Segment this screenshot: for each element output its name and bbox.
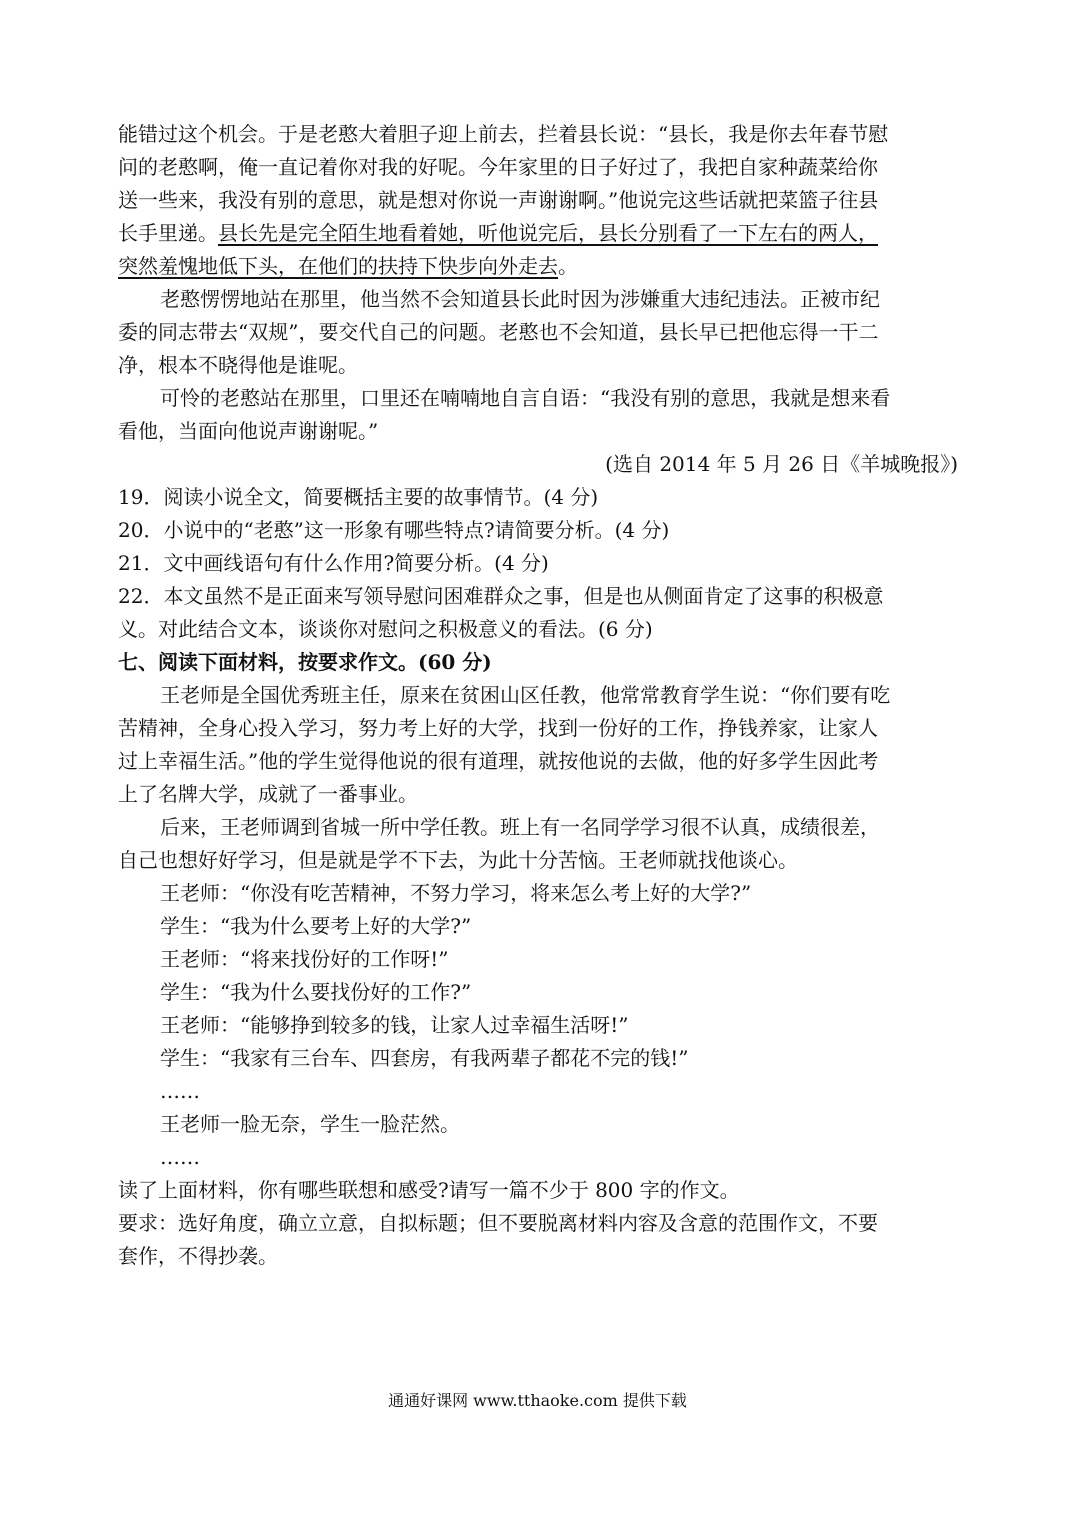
question-21: 21．文中画线语句有什么作用?简要分析。(4 分) xyxy=(118,551,549,575)
question-22-line-2: 义。对此结合文本，谈谈你对慰问之积极意义的看法。(6 分) xyxy=(118,617,653,641)
story-paragraph-1-line-4 xyxy=(118,217,958,250)
dialogue-line-4: 学生：“我为什么要找份好的工作?” xyxy=(160,980,472,1004)
plain-text: 。 xyxy=(558,254,578,278)
document-page xyxy=(118,118,958,1273)
dialogue-line-1: 王老师：“你没有吃苦精神，不努力学习，将来怎么考上好的大学?” xyxy=(160,881,752,905)
plain-text: 长手里递。 xyxy=(118,221,218,245)
story-paragraph-2-line-2: 委的同志带去“双规”，要交代自己的问题。老憨也不会知道，县长早已把他忘得一干二 xyxy=(118,320,879,344)
underlined-sentence: 突然羞愧地低下头，在他们的扶持下快步向外走去 xyxy=(118,254,558,278)
story-paragraph-1-line-3: 送一些来，我没有别的意思，就是想对你说一声谢谢啊。”他说完这些话就把菜篮子往县 xyxy=(118,188,879,212)
dialogue-line-3: 王老师：“将来找份好的工作呀!” xyxy=(160,947,449,971)
page-footer: 通通好课网 www.tthaoke.com 提供下载 xyxy=(388,1391,687,1410)
story-paragraph-1-line-5 xyxy=(118,250,958,283)
dialogue-line-2: 学生：“我为什么要考上好的大学?” xyxy=(160,914,472,938)
material-paragraph-2-line-1: 后来，王老师调到省城一所中学任教。班上有一名同学学习很不认真，成绩很差， xyxy=(160,815,880,839)
ellipsis-line: …… xyxy=(160,1079,200,1103)
story-paragraph-3-line-1: 可怜的老憨站在那里，口里还在喃喃地自言自语：“我没有别的意思，我就是想来看 xyxy=(160,386,891,410)
material-paragraph-1-line-3: 过上幸福生活。”他的学生觉得他说的很有道理，就按他说的去做，他的好多学生因此考 xyxy=(118,749,879,773)
question-22-line-1: 22．本文虽然不是正面来写领导慰问困难群众之事，但是也从侧面肯定了这事的积极意 xyxy=(118,584,884,608)
question-19: 19．阅读小说全文，简要概括主要的故事情节。(4 分) xyxy=(118,485,599,509)
ellipsis-line: …… xyxy=(160,1145,200,1169)
material-paragraph-1-line-2: 苦精神，全身心投入学习，努力考上好的大学，找到一份好的工作，挣钱养家，让家人 xyxy=(118,716,878,740)
material-paragraph-1-line-4: 上了名牌大学，成就了一番事业。 xyxy=(118,782,418,806)
dialogue-line-7: 王老师一脸无奈，学生一脸茫然。 xyxy=(160,1112,460,1136)
story-paragraph-3-line-2: 看他，当面向他说声谢谢呢。” xyxy=(118,419,379,443)
story-paragraph-2-line-3: 净，根本不晓得他是谁呢。 xyxy=(118,353,358,377)
essay-prompt: 读了上面材料，你有哪些联想和感受?请写一篇不少于 800 字的作文。 xyxy=(118,1178,740,1202)
story-paragraph-2-line-1: 老憨愣愣地站在那里，他当然不会知道县长此时因为涉嫌重大违纪违法。正被市纪 xyxy=(160,287,880,311)
dialogue-line-5: 王老师：“能够挣到较多的钱，让家人过幸福生活呀!” xyxy=(160,1013,629,1037)
underlined-sentence: 县长先是完全陌生地看着她，听他说完后，县长分别看了一下左右的两人， xyxy=(218,221,878,245)
essay-requirements-line-2: 套作，不得抄袭。 xyxy=(118,1244,278,1268)
material-paragraph-1-line-1: 王老师是全国优秀班主任，原来在贫困山区任教，他常常教育学生说：“你们要有吃 xyxy=(160,683,891,707)
story-source: (选自 2014 年 5 月 26 日《羊城晚报》) xyxy=(605,452,958,476)
story-paragraph-1-line-1: 能错过这个机会。于是老憨大着胆子迎上前去，拦着县长说：“县长，我是你去年春节慰 xyxy=(118,122,889,146)
question-20: 20．小说中的“老憨”这一形象有哪些特点?请简要分析。(4 分) xyxy=(118,518,670,542)
material-paragraph-2-line-2: 自己也想好好学习，但是就是学不下去，为此十分苦恼。王老师就找他谈心。 xyxy=(118,848,798,872)
story-paragraph-1-line-2: 问的老憨啊，俺一直记着你对我的好呢。今年家里的日子好过了，我把自家种蔬菜给你 xyxy=(118,155,878,179)
essay-heading: 七、阅读下面材料，按要求作文。(60 分) xyxy=(118,650,492,674)
essay-requirements-line-1: 要求：选好角度，确立立意，自拟标题；但不要脱离材料内容及含意的范围作文，不要 xyxy=(118,1211,878,1235)
dialogue-line-6: 学生：“我家有三台车、四套房，有我两辈子都花不完的钱!” xyxy=(160,1046,689,1070)
